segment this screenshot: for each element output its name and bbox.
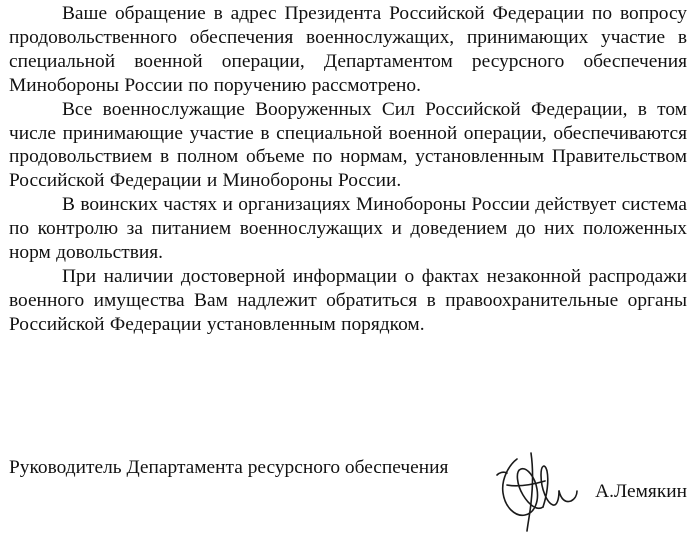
signature-block	[9, 448, 687, 528]
paragraph-4: При наличии достоверной информации о фактах незаконной распродажи военного имущества Вам надлежит обратиться в правоохранительные органы Российской Федерации установленным порядком.	[9, 265, 687, 335]
paragraph-1: Ваше обращение в адрес Президента Российской Федерации по вопросу продовольственного обеспечения военнослужащих, принимающих участие в специальной военной операции, Департаментом ресурсного обеспечения Минобороны России по поручению рассмотрено.	[9, 3, 687, 96]
signatory-name: А.Лемякин	[595, 481, 687, 502]
letter-body	[9, 2, 687, 337]
paragraph-2: Все военнослужащие Вооруженных Сил Российской Федерации, в том числе принимающие участие в специальной военной операции, обеспечиваются продовольствием в полном объеме по нормам, установленным Правительством Российской Федерации и Минобороны России.	[9, 98, 687, 192]
paragraph-3: В воинских частях и организациях Минобороны России действует система по контролю за питанием военнослужащих и доведением до них положенных норм довольствия.	[9, 194, 687, 264]
signatory-position: Руководитель Департамента ресурсного обеспечения	[9, 457, 449, 478]
handwritten-signature-icon	[487, 445, 579, 533]
